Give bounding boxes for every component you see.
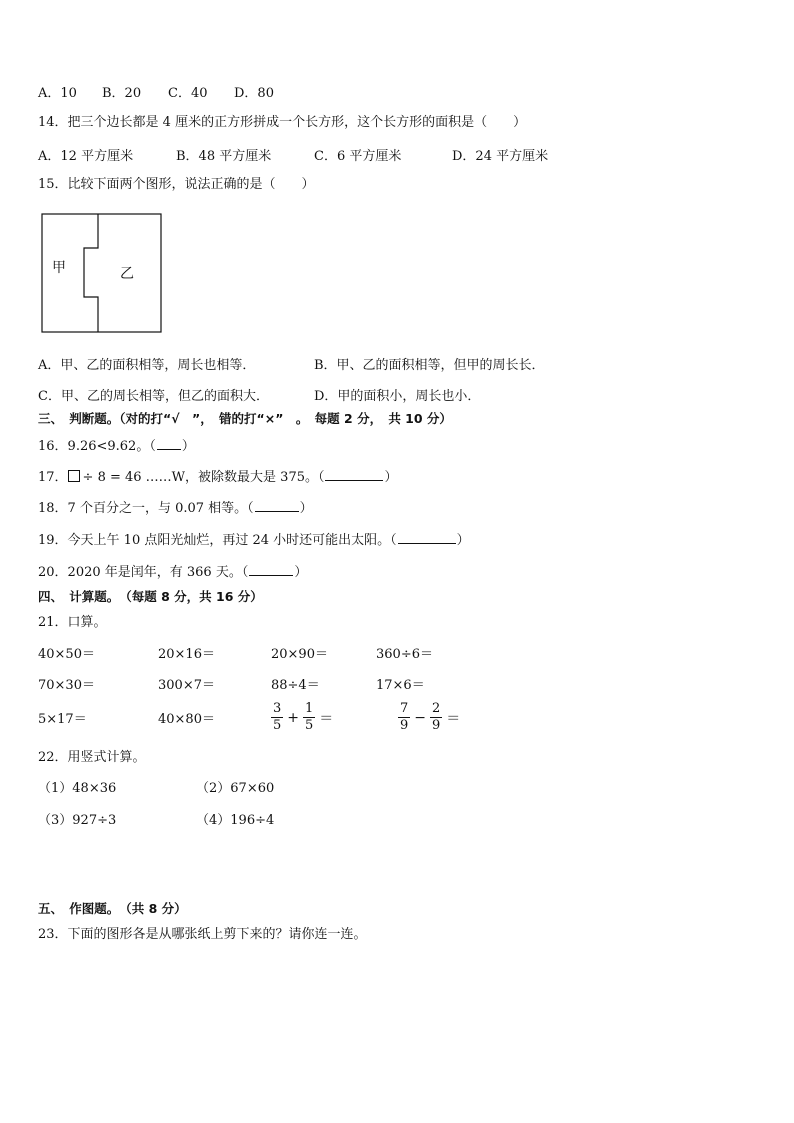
q17-close: ） <box>384 470 398 485</box>
q18-close: ） <box>299 501 313 516</box>
q15-label-yi: 乙 <box>120 266 134 282</box>
q13-option-a: A．10 <box>38 86 77 101</box>
fraction: $\frac{2}{9}$ <box>432 701 441 733</box>
box-icon <box>68 470 80 482</box>
q21-r2-c2: 300×7＝ <box>158 678 215 693</box>
q14-option-d: D．24 平方厘米 <box>452 149 549 164</box>
q19 <box>38 531 470 550</box>
q20-answer-blank[interactable] <box>249 563 293 576</box>
q15-divider-line <box>84 214 98 332</box>
q16-text: 16．9.26<9.62。（ <box>38 439 156 454</box>
q21-r2-c4: 17×6＝ <box>376 678 425 693</box>
q19-answer-blank[interactable] <box>398 531 456 544</box>
q21-fraction-expr-2: $\frac{7}{9}$ − $\frac{2}{9}$ ＝ <box>400 701 461 733</box>
q22-item-1: （1）48×36 <box>38 781 117 796</box>
q15-option-b: B．甲、乙的面积相等，但甲的周长长． <box>314 358 545 373</box>
q21-r1-c1: 40×50＝ <box>38 647 95 662</box>
q19-close: ） <box>456 533 470 548</box>
q17-text: ÷ 8 = 46 ……W，被除数最大是 375。（ <box>82 470 325 485</box>
section4-title: 四、 计算题。 （每题 8 分，共 16 分） <box>38 589 263 604</box>
q22-stem: 22．用竖式计算。 <box>38 750 146 765</box>
q18-text: 18．7 个百分之一，与 0.07 相等。（ <box>38 501 254 516</box>
q21-r1-c3: 20×90＝ <box>271 647 328 662</box>
q13-option-d: D．80 <box>234 86 274 101</box>
q14-stem: 14．把三个边长都是 4 厘米的正方形拼成一个长方形，这个长方形的面积是（ ） <box>38 115 527 130</box>
section5-title: 五、 作图题。 （共 8 分） <box>38 901 187 916</box>
q21-r2-c3: 88÷4＝ <box>271 678 320 693</box>
q16-answer-blank[interactable] <box>157 437 181 450</box>
section3-title: 三、 判断题。（对的打“√ ”， 错的打“×” 。 每题 2 分， 共 10 分） <box>38 411 452 426</box>
q22-item-4: （4）196÷4 <box>196 813 275 828</box>
q21-stem: 21．口算。 <box>38 615 107 630</box>
fraction: $\frac{3}{5}$ <box>273 701 282 733</box>
q15-label-jia: 甲 <box>52 260 66 276</box>
q15-stem: 15．比较下面两个图形，说法正确的是（ ） <box>38 177 315 192</box>
q13-option-b: B．20 <box>102 86 142 101</box>
q13-option-c: C．40 <box>168 86 208 101</box>
q15-option-d: D．甲的面积小，周长也小． <box>314 389 481 404</box>
fraction: $\frac{7}{9}$ <box>400 701 409 733</box>
q23-stem: 23．下面的图形各是从哪张纸上剪下来的？请你连一连。 <box>38 927 367 942</box>
q18 <box>38 499 313 518</box>
q15-figure <box>40 212 164 334</box>
q14-option-a: A．12 平方厘米 <box>38 149 134 164</box>
q21-r2-c1: 70×30＝ <box>38 678 95 693</box>
q19-text: 19．今天上午 10 点阳光灿烂，再过 24 小时还可能出太阳。（ <box>38 533 397 548</box>
q20-close: ） <box>294 565 308 580</box>
q17-answer-blank[interactable] <box>325 468 383 481</box>
q16 <box>38 437 195 456</box>
q21-r3-c2: 40×80＝ <box>158 712 215 727</box>
q18-answer-blank[interactable] <box>255 499 299 512</box>
q20 <box>38 563 307 582</box>
q15-option-c: C．甲、乙的周长相等，但乙的面积大． <box>38 389 269 404</box>
q21-r1-c2: 20×16＝ <box>158 647 215 662</box>
q21-r1-c4: 360÷6＝ <box>376 647 433 662</box>
q14-option-b: B．48 平方厘米 <box>176 149 272 164</box>
q22-item-2: （2）67×60 <box>196 781 275 796</box>
q16-close: ） <box>181 439 195 454</box>
q17-number: 17． <box>38 470 68 485</box>
q20-text: 20．2020 年是闰年，有 366 天。（ <box>38 565 249 580</box>
q15-option-a: A．甲、乙的面积相等，周长也相等． <box>38 358 256 373</box>
q22-item-3: （3）927÷3 <box>38 813 117 828</box>
q14-option-c: C．6 平方厘米 <box>314 149 402 164</box>
q21-fraction-expr-1: $\frac{3}{5}$ + $\frac{1}{5}$ ＝ <box>273 701 334 733</box>
q21-r3-c1: 5×17＝ <box>38 712 87 727</box>
fraction: $\frac{1}{5}$ <box>305 701 314 733</box>
q17 <box>38 468 398 487</box>
